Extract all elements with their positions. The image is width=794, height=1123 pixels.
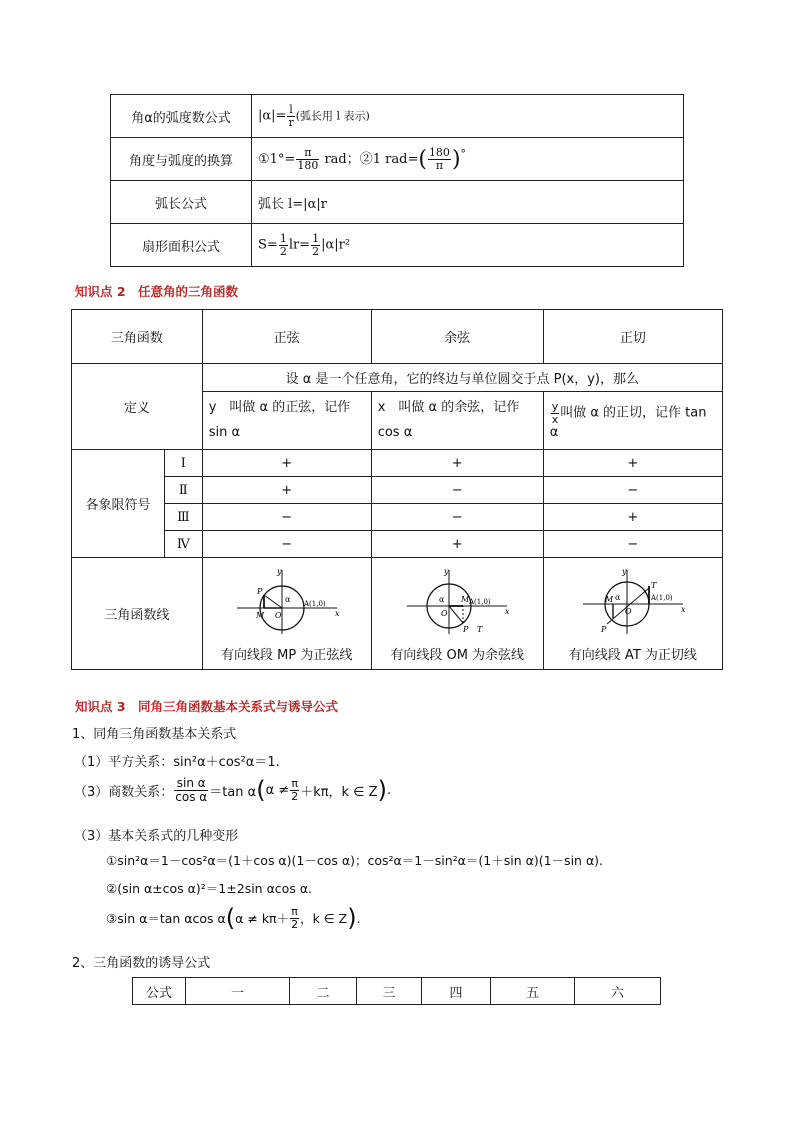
header-cell: 二: [290, 978, 357, 1005]
quadrant-label: Ⅰ: [165, 450, 203, 477]
svg-text:O: O: [624, 607, 632, 617]
fraction: $\frac{1}{2}$: [279, 231, 287, 258]
header-cell: 五: [491, 978, 575, 1005]
sign-cell: +: [202, 477, 371, 504]
header-cell: 一: [186, 978, 290, 1005]
svg-text:A(1,0): A(1,0): [303, 600, 326, 609]
svg-text:x: x: [680, 605, 686, 615]
definition-intro: 设 α 是一个任意角，它的终边与单位圆交于点 P(x，y)，那么: [202, 364, 722, 392]
variations-heading: （3）基本关系式的几种变形: [74, 829, 239, 844]
header-cell: 正弦: [202, 310, 371, 364]
variation-3: ③sin α＝tan αcos α ( α ≠ kπ＋ $\frac{\pi}{2}$ ，k ∈ Z ) .: [106, 904, 361, 933]
quadrant-label: Ⅱ: [165, 477, 203, 504]
svg-text:O: O: [274, 611, 282, 621]
svg-text:y: y: [276, 567, 282, 577]
header-cell: 六: [575, 978, 661, 1005]
variation-2: ②(sin α±cos α)²＝1±2sin αcos α.: [106, 881, 313, 896]
arc-length-cell: 弧长 l=|α|r: [252, 181, 684, 224]
cosine-line-caption: 有向线段 OM 为余弦线: [390, 648, 525, 664]
svg-text:y: y: [444, 567, 449, 577]
variation-1: ①sin²α＝1－cos²α＝(1＋cos α)(1－cos α)；cos²α＝1－sin²α＝(1＋sin α)(1－sin α).: [106, 853, 604, 868]
sign-cell: −: [202, 504, 371, 531]
sign-cell: +: [543, 450, 722, 477]
tangent-line-cell: [543, 558, 722, 670]
sign-cell: +: [202, 450, 371, 477]
svg-text:A(1,0): A(1,0): [469, 598, 491, 607]
fraction: $\frac{\pi}{2}$: [291, 777, 299, 803]
conversion-cell: ①1°= $\frac{\pi}{180}$ rad；②1 rad=( $\frac{180}{\pi}$ )°: [252, 138, 684, 181]
sin-definition: y 叫做 α 的正弦，记作 sin α: [202, 392, 371, 450]
sign-cell: −: [371, 504, 543, 531]
square-relation: （1）平方关系：sin²α＋cos²α＝1.: [74, 755, 280, 770]
svg-text:P: P: [256, 587, 263, 597]
header-cell: 正切: [543, 310, 722, 364]
reduction-formula-table: [132, 977, 661, 1005]
sine-line-diagram: [227, 566, 347, 638]
quadrant-label: Ⅲ: [165, 504, 203, 531]
signs-label: 各象限符号: [72, 450, 165, 558]
quadrant-label: Ⅳ: [165, 531, 203, 558]
svg-text:M: M: [255, 611, 264, 621]
svg-text:A(1,0): A(1,0): [650, 594, 673, 603]
header-cell: 四: [422, 978, 491, 1005]
definition-label: 定义: [72, 364, 203, 450]
subheading-2: 2、三角函数的诱导公式: [72, 956, 211, 971]
lines-label: 三角函数线: [72, 558, 203, 670]
radian-formula-cell: |α|= $\frac{l}{r}$ (弧长用 l 表示): [252, 95, 684, 138]
sign-cell: +: [371, 531, 543, 558]
sign-cell: −: [543, 477, 722, 504]
svg-text:x: x: [334, 609, 340, 619]
svg-text:T: T: [477, 625, 483, 635]
radian-formula-table: [110, 94, 684, 267]
row-label: 角α的弧度数公式: [111, 95, 252, 138]
sector-area-cell: S= $\frac{1}{2}$ lr= $\frac{1}{2}$ |α|r²: [252, 224, 684, 267]
sign-cell: +: [543, 504, 722, 531]
header-cell: 三: [357, 978, 422, 1005]
sign-cell: −: [202, 531, 371, 558]
fraction: $\frac{\pi}{180}$: [297, 145, 319, 172]
quotient-relation: （3）商数关系： $\frac{\text{sin α}}{\text{cos α}}$ ＝tan α ( α ≠ $\frac{\pi}{2}$ ＋kπ，k ∈ Z ) .: [74, 776, 392, 805]
svg-text:T: T: [650, 581, 657, 591]
sign-cell: −: [543, 531, 722, 558]
header-cell: 公式: [133, 978, 186, 1005]
header-cell: 三角函数: [72, 310, 203, 364]
svg-text:M: M: [604, 595, 614, 605]
subheading-1: 1、同角三角函数基本关系式: [72, 727, 237, 742]
fraction: $\frac{y}{x}$: [551, 400, 559, 426]
fraction: $\frac{\pi}{2}$: [291, 905, 299, 931]
sign-cell: −: [371, 477, 543, 504]
fraction: $\frac{l}{r}$: [288, 102, 294, 129]
svg-text:x: x: [505, 607, 510, 617]
header-cell: 余弦: [371, 310, 543, 364]
svg-text:α: α: [284, 595, 291, 605]
section-heading-3: 知识点 3 同角三角函数基本关系式与诱导公式: [75, 699, 339, 714]
tangent-line-diagram: [573, 566, 693, 638]
sine-line-caption: 有向线段 MP 为正弦线: [221, 648, 353, 664]
tan-definition: $\frac{y}{x}$ 叫做 α 的正切，记作 tan α: [543, 392, 722, 450]
tangent-line-caption: 有向线段 AT 为正切线: [568, 648, 697, 664]
cosine-line-cell: [371, 558, 543, 670]
section-heading-2: 知识点 2 任意角的三角函数: [75, 284, 239, 299]
svg-text:P: P: [600, 625, 607, 635]
cosine-line-diagram: [397, 566, 517, 638]
sign-cell: +: [371, 450, 543, 477]
trig-functions-table: [71, 309, 723, 670]
fraction: $\frac{180}{\pi}$: [428, 145, 450, 172]
sine-line-cell: [202, 558, 371, 670]
cos-definition: x 叫做 α 的余弦，记作 cos α: [371, 392, 543, 450]
svg-text:P: P: [463, 625, 469, 635]
fraction: $\frac{\text{sin α}}{\text{cos α}}$: [175, 776, 208, 804]
svg-text:α: α: [439, 595, 445, 605]
row-label: 弧长公式: [111, 181, 252, 224]
fraction: $\frac{1}{2}$: [312, 231, 320, 258]
svg-text:α: α: [614, 593, 621, 603]
svg-text:O: O: [441, 609, 448, 619]
svg-text:M: M: [461, 595, 470, 605]
row-label: 扇形面积公式: [111, 224, 252, 267]
svg-text:y: y: [621, 567, 627, 577]
row-label: 角度与弧度的换算: [111, 138, 252, 181]
